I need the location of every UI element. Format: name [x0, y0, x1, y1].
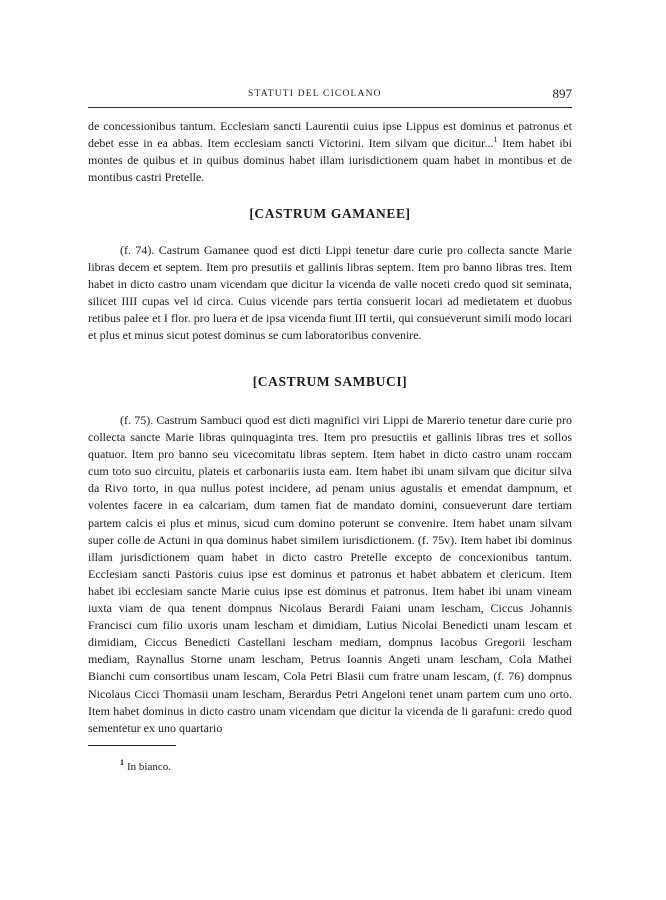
footnote-number: 1: [120, 758, 124, 768]
section-heading-sambuci: [CASTRUM SAMBUCI]: [252, 374, 408, 389]
header-rule: [88, 107, 572, 108]
footnote-text: In bianco.: [127, 761, 171, 773]
section-paragraph-sambuci: (f. 75). Castrum Sambuci quod est dicti magnifici viri Lippi de Marerio tenetur dare curie pro collecta sancte Marie libras quinquaginta tres. Item pro presuctiis et gallinis libras tres et sollos quatuor. Item pro banno seu vicecomitatu libras septem. Item habet in dicto castro unam roccam cum toto suo circuitu, plateis et carbonariis iusta eam. Item habet ibi unam silvam que dicitur silva da Rivo torto, in qua nullus potest incidere, ad penam unius agustalis et emendat dampnum, et volentes facere in ea calcariam, dum tamen fiat de mandato domini, consueverunt dare tertiam partem calcis ei plus et minus, sicud cum domino poterunt se convenire. Item habet unam silvam super colle de Actuni in qua dominus habet similem iurisdictionem. (f. 75v). Item habet ibi dominus illam jurisdictionem quam habet in dicto castro Pretelle excepto de concexionibus tantum. Ecclesiam sancti Pastoris cuius ipse est dominus et patronus et habet abbatem et clericum. Item habet ibi ecclesiam sancte Marie cuius ipse est dominus et patronus. Item habet ibi unam vineam iuxta viam de qua tenent dompnus Nicolaus Berardi Faiani unam lescham, Ciccus Johannis Francisci cum filio uxoris unam lescham et dimidiam, Lutius Nicolai Benedicti unam lescam et dimidiam, Ciccus Benedicti Castellani lescham mediam, dompnus Iacobus Gregorii lescham mediam, Raynallus Storne unam lescham, Petrus Ioannis Angeti unam lescham, Cola Mathei Bianchi cum consortibus unam lescam, Cola Petri Blasii cum fratre unam lescam, (f. 76) dompnus Nicolaus Cicci Thomasii unam lescham, Berardus Petri Angeloni tenet unam partem cum uno orto. Item habet dominus in dicto castro unam vicendam que dicitur la vicenda de li garafuni: credo quod sementetur ex uno quartario: [88, 413, 572, 735]
footnote-rule: [88, 745, 176, 746]
running-title: STATUTI DEL CICOLANO: [248, 89, 382, 99]
page-number: 897: [552, 86, 572, 101]
intro-text-before-note: de concessionibus tantum. Ecclesiam sancti Laurentii cuius ipse Lippus est dominus et patronus et debet esse in ea abbas. Item ecclesiam sancti Victorini. Item silvam que dicitur...: [88, 119, 572, 151]
footnote-reference: 1: [493, 135, 498, 145]
footnote: [120, 758, 171, 773]
intro-paragraph: [88, 118, 572, 186]
section-paragraph-gamanee: (f. 74). Castrum Gamanee quod est dicti Lippi tenetur dare curie pro collecta sancte Marie libras decem et septem. Item pro presutiis et gallinis libras septem. Item pro banno libras tres. Item habet in dicto castro unam vicendam que dicitur la vicenda de valle noceti credo quod sit seminata, silicet IIII cupas vel id circa. Cuius vicende pars tertia consuerit locari ad medietatem et duobus retibus palee et I flor. pro luera et de ipsa vicenda fiunt III tertii, qui consueverunt simili modo locari et plus et minus sicut potest dominus se cum laboratoribus convenire.: [88, 243, 572, 343]
section-heading-gamanee: [CASTRUM GAMANEE]: [249, 206, 411, 221]
intro-text-after-note: Item habet ibi montes de quibus et in quibus dominus habet illam iurisdictionem quam habet in montibus et de montibus castri Pretelle.: [88, 136, 572, 185]
running-header: [88, 86, 572, 104]
